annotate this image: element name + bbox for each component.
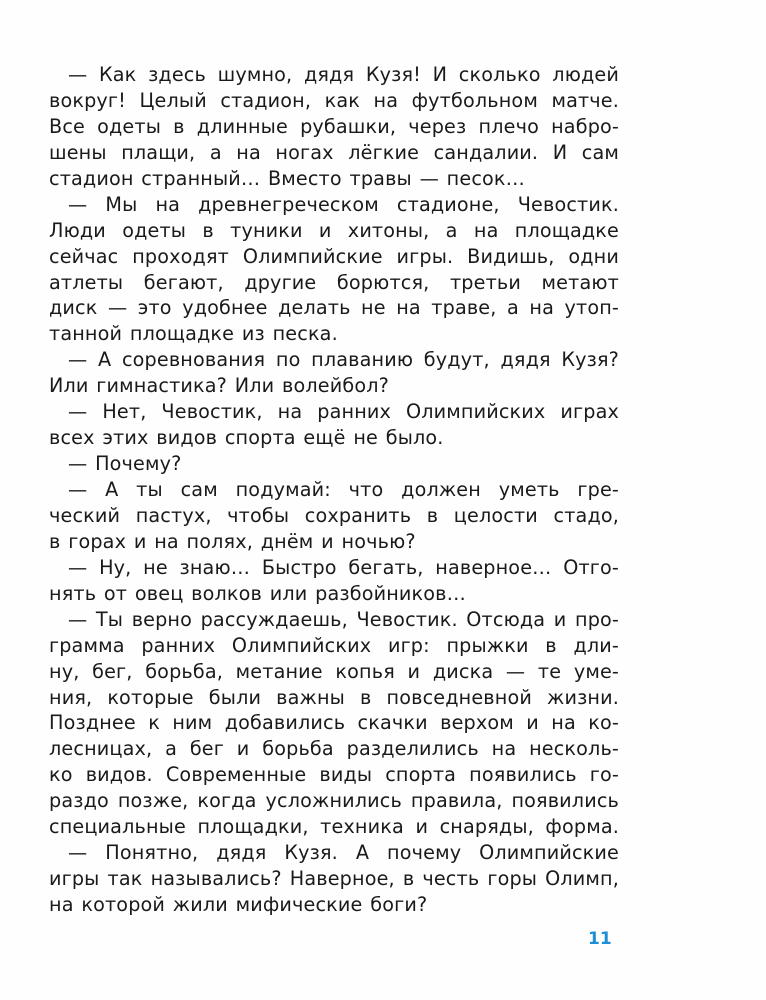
text-line: раздо позже, когда усложнились правила, появились	[49, 789, 619, 813]
text-line: вокруг! Целый стадион, как на футбольном матче.	[49, 88, 619, 112]
text-line: ческий пастух, чтобы сохранить в целости стадо,	[49, 503, 619, 527]
page-number: 11	[588, 929, 612, 949]
text-line: — Почему?	[68, 452, 182, 476]
text-line: — Ну, не знаю… Быстро бегать, наверное… Отго-	[68, 555, 619, 579]
text-line: диск — это удобнее делать не на траве, а на утоп-	[49, 296, 619, 320]
text-line: — Ты верно рассуждаешь, Чевостик. Отсюда и про-	[68, 607, 619, 631]
text-line: ко видов. Современные виды спорта появились го-	[49, 763, 619, 787]
text-line: сейчас проходят Олимпийские игры. Видишь, одни	[49, 244, 619, 268]
body-text	[49, 62, 619, 918]
text-line: грамма ранних Олимпийских игр: прыжки в дли-	[49, 633, 619, 657]
text-line: в горах и на полях, днём и ночью?	[49, 529, 416, 553]
text-line: — Мы на древнегреческом стадионе, Чевостик.	[68, 192, 619, 216]
text-line: всех этих видов спорта ещё не было.	[49, 426, 444, 450]
text-line: Или гимнастика? Или волейбол?	[49, 374, 389, 398]
text-line: ну, бег, борьба, метание копья и диска — те уме-	[49, 659, 619, 683]
text-line: на которой жили мифические боги?	[49, 893, 428, 916]
text-line: танной площадке из песка.	[49, 322, 338, 346]
text-line: шены плащи, а на ногах лёгкие сандалии. И сам	[49, 140, 619, 164]
text-line: — Как здесь шумно, дядя Кузя! И сколько людей	[68, 63, 619, 86]
text-line: — Понятно, дядя Кузя. А почему Олимпийские	[68, 841, 619, 865]
text-line: — Нет, Чевостик, на ранних Олимпийских играх	[68, 400, 619, 424]
text-line: Люди одеты в туники и хитоны, а на площадке	[49, 218, 619, 242]
text-line: стадион странный… Вместо травы — песок…	[49, 166, 525, 190]
text-line: Все одеты в длинные рубашки, через плечо набро-	[49, 114, 619, 138]
text-line: лесницах, а бег и борьба разделились на несколь-	[49, 737, 619, 761]
text-line: игры так назывались? Наверное, в честь горы Олимп,	[49, 867, 619, 891]
text-line: ния, которые были важны в повседневной жизни.	[49, 685, 619, 709]
text-line: Позднее к ним добавились скачки верхом и на ко-	[49, 711, 619, 735]
text-line: — А соревнования по плаванию будут, дядя Кузя?	[68, 348, 619, 372]
text-line: атлеты бегают, другие борются, третьи метают	[49, 270, 619, 294]
text-line: специальные площадки, техника и снаряды, форма.	[49, 815, 619, 839]
text-line: — А ты сам подумай: что должен уметь гре-	[68, 478, 619, 501]
text-line: нять от овец волков или разбойников…	[49, 581, 466, 605]
